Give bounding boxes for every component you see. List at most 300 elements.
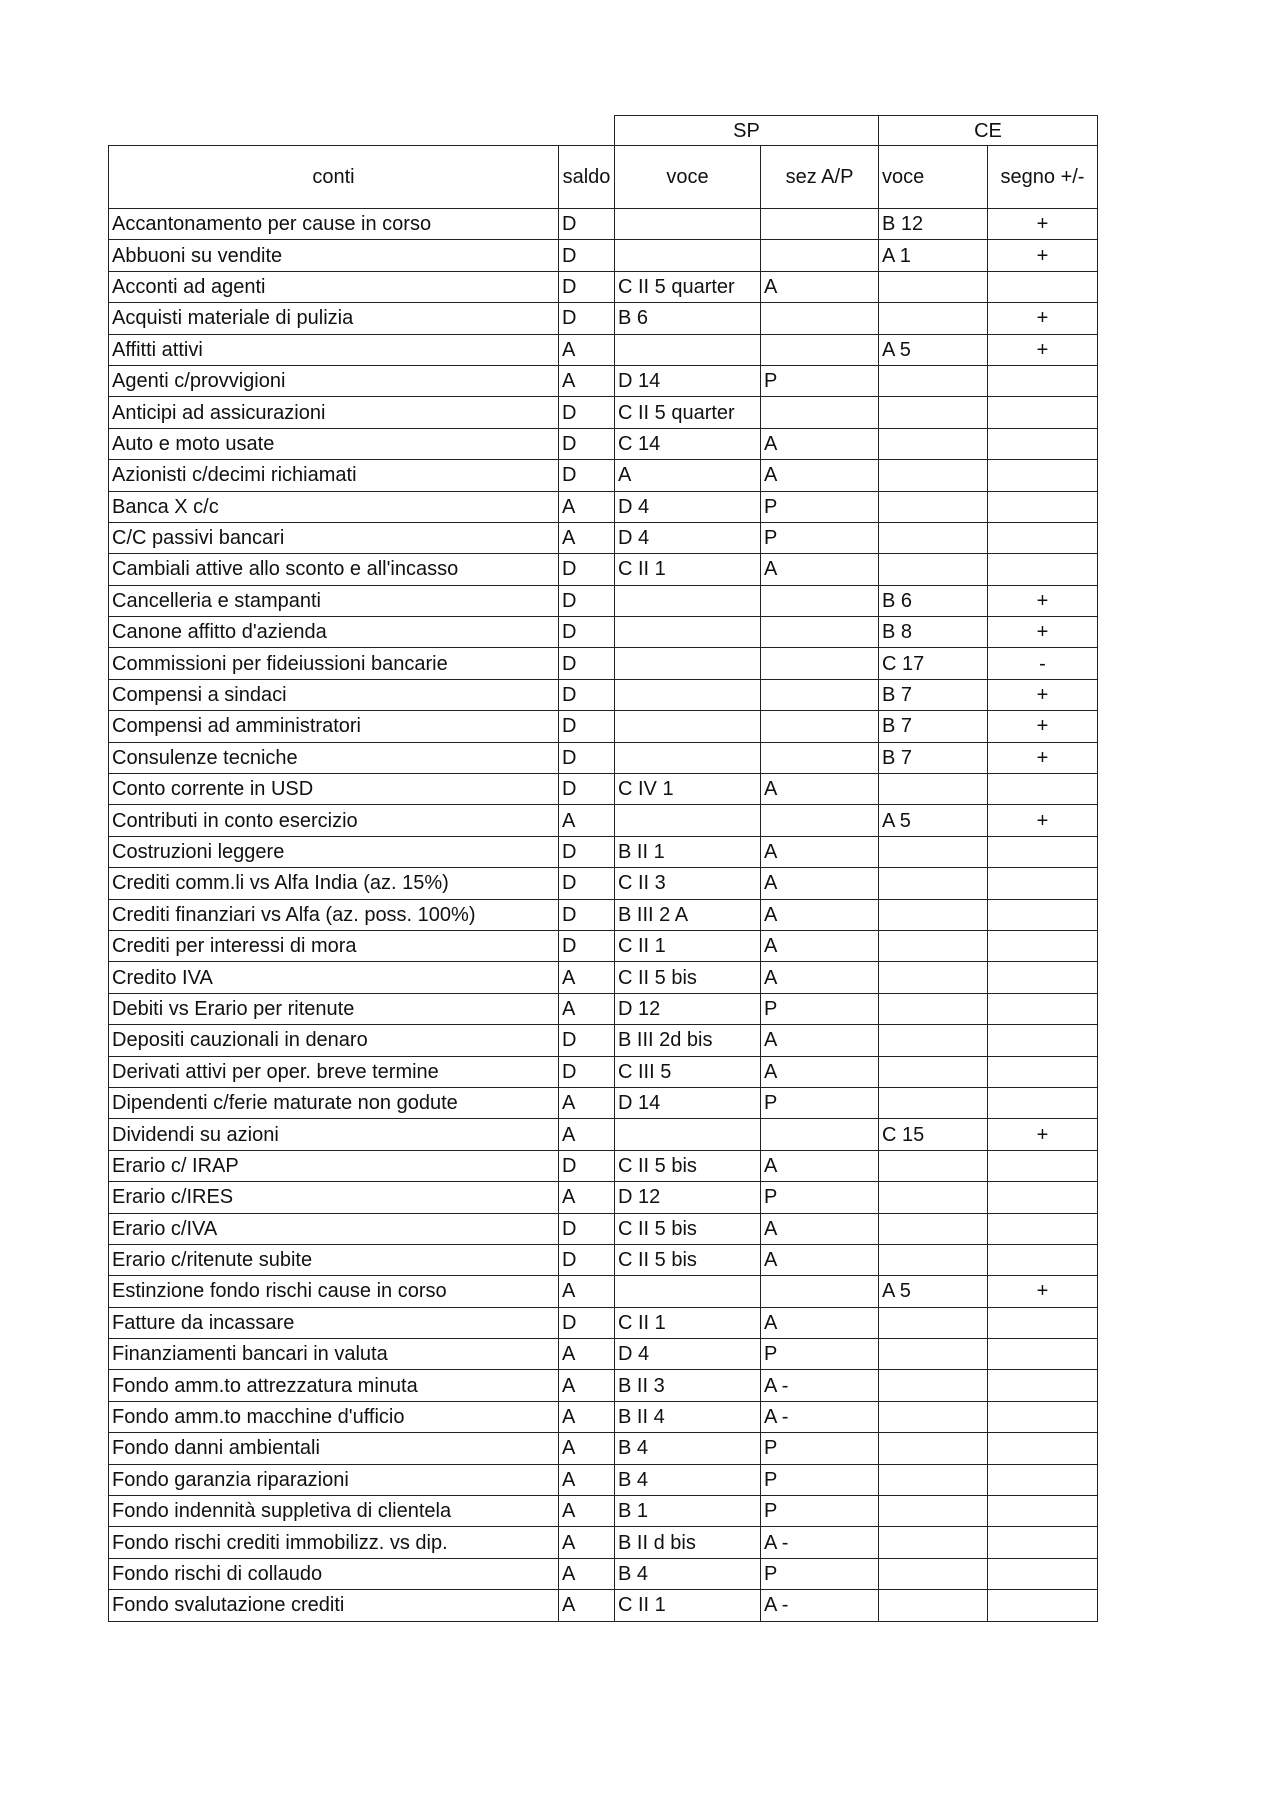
cell-sez: P bbox=[761, 1496, 879, 1527]
cell-conto: Crediti comm.li vs Alfa India (az. 15%) bbox=[109, 868, 559, 899]
cell-ce-voce bbox=[879, 428, 988, 459]
cell-sp-voce: D 4 bbox=[615, 522, 761, 553]
cell-sp-voce: C III 5 bbox=[615, 1056, 761, 1087]
cell-ce-voce: B 6 bbox=[879, 585, 988, 616]
cell-sp-voce: B II 4 bbox=[615, 1401, 761, 1432]
cell-conto: Debiti vs Erario per ritenute bbox=[109, 993, 559, 1024]
cell-saldo: D bbox=[559, 1150, 615, 1181]
cell-ce-voce bbox=[879, 1025, 988, 1056]
cell-segno bbox=[988, 1087, 1098, 1118]
cell-sez bbox=[761, 617, 879, 648]
cell-sez: P bbox=[761, 993, 879, 1024]
table-row bbox=[109, 836, 1098, 867]
cell-segno bbox=[988, 1213, 1098, 1244]
cell-conto: Consulenze tecniche bbox=[109, 742, 559, 773]
cell-conto: Banca X c/c bbox=[109, 491, 559, 522]
cell-sp-voce: B II 3 bbox=[615, 1370, 761, 1401]
cell-segno bbox=[988, 1150, 1098, 1181]
table-row bbox=[109, 962, 1098, 993]
cell-ce-voce bbox=[879, 1558, 988, 1589]
cell-ce-voce bbox=[879, 1182, 988, 1213]
cell-segno bbox=[988, 1370, 1098, 1401]
cell-sez: A bbox=[761, 836, 879, 867]
col-header-segno: segno +/- bbox=[988, 146, 1098, 209]
cell-ce-voce bbox=[879, 1433, 988, 1464]
table-row bbox=[109, 1276, 1098, 1307]
cell-ce-voce bbox=[879, 774, 988, 805]
cell-sp-voce: C II 1 bbox=[615, 1590, 761, 1621]
cell-sp-voce: C II 5 quarter bbox=[615, 271, 761, 302]
cell-saldo: D bbox=[559, 774, 615, 805]
table-row bbox=[109, 805, 1098, 836]
cell-sp-voce bbox=[615, 209, 761, 240]
cell-saldo: A bbox=[559, 1464, 615, 1495]
cell-saldo: A bbox=[559, 1119, 615, 1150]
cell-sez: A bbox=[761, 868, 879, 899]
cell-sp-voce bbox=[615, 617, 761, 648]
cell-sez bbox=[761, 1119, 879, 1150]
cell-segno bbox=[988, 1496, 1098, 1527]
cell-saldo: D bbox=[559, 836, 615, 867]
cell-sp-voce: A bbox=[615, 460, 761, 491]
cell-sez: A bbox=[761, 774, 879, 805]
cell-ce-voce bbox=[879, 1464, 988, 1495]
cell-conto: Acquisti materiale di pulizia bbox=[109, 303, 559, 334]
cell-sp-voce: B III 2d bis bbox=[615, 1025, 761, 1056]
cell-segno bbox=[988, 1025, 1098, 1056]
cell-conto: C/C passivi bancari bbox=[109, 522, 559, 553]
accounts-table bbox=[108, 115, 1098, 1622]
cell-conto: Fondo indennità suppletiva di clientela bbox=[109, 1496, 559, 1527]
cell-ce-voce bbox=[879, 365, 988, 396]
cell-sp-voce: D 4 bbox=[615, 491, 761, 522]
cell-conto: Costruzioni leggere bbox=[109, 836, 559, 867]
table-row bbox=[109, 1464, 1098, 1495]
cell-conto: Conto corrente in USD bbox=[109, 774, 559, 805]
cell-sp-voce: D 4 bbox=[615, 1339, 761, 1370]
cell-conto: Dipendenti c/ferie maturate non godute bbox=[109, 1087, 559, 1118]
cell-sez: A bbox=[761, 1150, 879, 1181]
cell-segno bbox=[988, 460, 1098, 491]
table-row bbox=[109, 1025, 1098, 1056]
cell-ce-voce bbox=[879, 1496, 988, 1527]
column-header-row bbox=[109, 146, 1098, 209]
cell-saldo: D bbox=[559, 1025, 615, 1056]
cell-conto: Estinzione fondo rischi cause in corso bbox=[109, 1276, 559, 1307]
cell-saldo: D bbox=[559, 1056, 615, 1087]
cell-saldo: D bbox=[559, 1244, 615, 1275]
cell-saldo: D bbox=[559, 742, 615, 773]
cell-ce-voce: A 1 bbox=[879, 240, 988, 271]
cell-conto: Cancelleria e stampanti bbox=[109, 585, 559, 616]
cell-segno bbox=[988, 491, 1098, 522]
table-row bbox=[109, 868, 1098, 899]
table-row bbox=[109, 1213, 1098, 1244]
cell-sp-voce bbox=[615, 1119, 761, 1150]
cell-segno bbox=[988, 1590, 1098, 1621]
cell-segno: + bbox=[988, 209, 1098, 240]
cell-saldo: D bbox=[559, 397, 615, 428]
cell-conto: Fondo rischi di collaudo bbox=[109, 1558, 559, 1589]
cell-segno bbox=[988, 1056, 1098, 1087]
cell-conto: Compensi a sindaci bbox=[109, 679, 559, 710]
group-header-row bbox=[109, 116, 1098, 146]
cell-sp-voce: C II 5 bis bbox=[615, 1213, 761, 1244]
table-row bbox=[109, 1056, 1098, 1087]
cell-ce-voce bbox=[879, 303, 988, 334]
cell-sp-voce: D 14 bbox=[615, 365, 761, 396]
cell-conto: Contributi in conto esercizio bbox=[109, 805, 559, 836]
cell-sez: P bbox=[761, 1558, 879, 1589]
table-row bbox=[109, 617, 1098, 648]
cell-conto: Fondo rischi crediti immobilizz. vs dip. bbox=[109, 1527, 559, 1558]
cell-conto: Fondo danni ambientali bbox=[109, 1433, 559, 1464]
cell-saldo: A bbox=[559, 1590, 615, 1621]
cell-saldo: D bbox=[559, 271, 615, 302]
cell-sp-voce: C II 5 quarter bbox=[615, 397, 761, 428]
cell-sp-voce: B 1 bbox=[615, 1496, 761, 1527]
cell-conto: Auto e moto usate bbox=[109, 428, 559, 459]
cell-ce-voce bbox=[879, 1087, 988, 1118]
table-row bbox=[109, 460, 1098, 491]
cell-segno: + bbox=[988, 805, 1098, 836]
cell-segno: + bbox=[988, 617, 1098, 648]
cell-sp-voce: B 4 bbox=[615, 1464, 761, 1495]
cell-ce-voce: A 5 bbox=[879, 334, 988, 365]
col-header-conti: conti bbox=[109, 146, 559, 209]
cell-conto: Derivati attivi per oper. breve termine bbox=[109, 1056, 559, 1087]
cell-sp-voce bbox=[615, 648, 761, 679]
cell-sp-voce: B 4 bbox=[615, 1433, 761, 1464]
cell-sez bbox=[761, 240, 879, 271]
header-spacer bbox=[109, 116, 615, 146]
cell-ce-voce: B 7 bbox=[879, 742, 988, 773]
table-row bbox=[109, 585, 1098, 616]
cell-sez: A bbox=[761, 1213, 879, 1244]
cell-sez: A bbox=[761, 554, 879, 585]
table-row bbox=[109, 648, 1098, 679]
cell-saldo: D bbox=[559, 679, 615, 710]
cell-conto: Erario c/ IRAP bbox=[109, 1150, 559, 1181]
cell-conto: Commissioni per fideiussioni bancarie bbox=[109, 648, 559, 679]
cell-segno bbox=[988, 397, 1098, 428]
cell-segno bbox=[988, 962, 1098, 993]
cell-sez: A bbox=[761, 1307, 879, 1338]
cell-sp-voce bbox=[615, 240, 761, 271]
cell-conto: Fatture da incassare bbox=[109, 1307, 559, 1338]
cell-segno: + bbox=[988, 1276, 1098, 1307]
cell-ce-voce bbox=[879, 1244, 988, 1275]
cell-saldo: A bbox=[559, 1527, 615, 1558]
cell-sez bbox=[761, 397, 879, 428]
cell-sp-voce: C II 5 bis bbox=[615, 1150, 761, 1181]
table-row bbox=[109, 491, 1098, 522]
cell-conto: Canone affitto d'azienda bbox=[109, 617, 559, 648]
cell-sp-voce bbox=[615, 679, 761, 710]
cell-sez: A - bbox=[761, 1401, 879, 1432]
cell-conto: Cambiali attive allo sconto e all'incasso bbox=[109, 554, 559, 585]
cell-ce-voce bbox=[879, 397, 988, 428]
cell-saldo: A bbox=[559, 805, 615, 836]
cell-sp-voce: C II 5 bis bbox=[615, 1244, 761, 1275]
cell-sp-voce: D 14 bbox=[615, 1087, 761, 1118]
table-row bbox=[109, 522, 1098, 553]
table-row bbox=[109, 397, 1098, 428]
cell-sp-voce: D 12 bbox=[615, 993, 761, 1024]
table-row bbox=[109, 1433, 1098, 1464]
cell-saldo: D bbox=[559, 1213, 615, 1244]
cell-segno: + bbox=[988, 679, 1098, 710]
cell-sez: A bbox=[761, 460, 879, 491]
table-row bbox=[109, 774, 1098, 805]
cell-segno: - bbox=[988, 648, 1098, 679]
table-row bbox=[109, 1401, 1098, 1432]
cell-sp-voce bbox=[615, 742, 761, 773]
cell-ce-voce bbox=[879, 491, 988, 522]
cell-conto: Credito IVA bbox=[109, 962, 559, 993]
table-row bbox=[109, 554, 1098, 585]
cell-ce-voce bbox=[879, 993, 988, 1024]
cell-ce-voce: A 5 bbox=[879, 1276, 988, 1307]
cell-sez: A bbox=[761, 271, 879, 302]
table-row bbox=[109, 209, 1098, 240]
cell-saldo: D bbox=[559, 303, 615, 334]
table-row bbox=[109, 1244, 1098, 1275]
cell-segno bbox=[988, 554, 1098, 585]
cell-segno bbox=[988, 271, 1098, 302]
cell-sp-voce bbox=[615, 711, 761, 742]
cell-sez: P bbox=[761, 1464, 879, 1495]
cell-conto: Compensi ad amministratori bbox=[109, 711, 559, 742]
table-row bbox=[109, 711, 1098, 742]
cell-conto: Fondo amm.to attrezzatura minuta bbox=[109, 1370, 559, 1401]
col-header-ce-voce: voce bbox=[879, 146, 988, 209]
table-row bbox=[109, 1150, 1098, 1181]
cell-sez: A bbox=[761, 962, 879, 993]
table-row bbox=[109, 899, 1098, 930]
cell-sp-voce: B II 1 bbox=[615, 836, 761, 867]
cell-sez bbox=[761, 711, 879, 742]
cell-saldo: D bbox=[559, 930, 615, 961]
cell-conto: Acconti ad agenti bbox=[109, 271, 559, 302]
cell-ce-voce bbox=[879, 1056, 988, 1087]
cell-saldo: A bbox=[559, 962, 615, 993]
cell-sez: A bbox=[761, 1056, 879, 1087]
cell-ce-voce bbox=[879, 554, 988, 585]
table-row bbox=[109, 993, 1098, 1024]
cell-segno bbox=[988, 1182, 1098, 1213]
cell-saldo: D bbox=[559, 868, 615, 899]
cell-ce-voce bbox=[879, 868, 988, 899]
cell-ce-voce: C 17 bbox=[879, 648, 988, 679]
cell-sez: P bbox=[761, 1339, 879, 1370]
table-row bbox=[109, 1182, 1098, 1213]
cell-sez bbox=[761, 742, 879, 773]
cell-ce-voce bbox=[879, 1527, 988, 1558]
cell-conto: Azionisti c/decimi richiamati bbox=[109, 460, 559, 491]
cell-sez bbox=[761, 209, 879, 240]
cell-saldo: A bbox=[559, 522, 615, 553]
table-row bbox=[109, 303, 1098, 334]
cell-sez bbox=[761, 648, 879, 679]
cell-sp-voce bbox=[615, 334, 761, 365]
cell-segno bbox=[988, 365, 1098, 396]
cell-ce-voce bbox=[879, 836, 988, 867]
col-header-sez: sez A/P bbox=[761, 146, 879, 209]
cell-ce-voce: B 12 bbox=[879, 209, 988, 240]
cell-segno bbox=[988, 930, 1098, 961]
cell-saldo: A bbox=[559, 1339, 615, 1370]
table-row bbox=[109, 1370, 1098, 1401]
cell-sez: A bbox=[761, 1025, 879, 1056]
cell-conto: Agenti c/provvigioni bbox=[109, 365, 559, 396]
col-header-saldo: saldo bbox=[559, 146, 615, 209]
cell-saldo: D bbox=[559, 1307, 615, 1338]
cell-conto: Abbuoni su vendite bbox=[109, 240, 559, 271]
cell-saldo: A bbox=[559, 334, 615, 365]
cell-segno bbox=[988, 1307, 1098, 1338]
cell-segno: + bbox=[988, 334, 1098, 365]
cell-sp-voce: C 14 bbox=[615, 428, 761, 459]
cell-conto: Fondo svalutazione crediti bbox=[109, 1590, 559, 1621]
cell-segno bbox=[988, 1558, 1098, 1589]
cell-conto: Depositi cauzionali in denaro bbox=[109, 1025, 559, 1056]
cell-segno bbox=[988, 1433, 1098, 1464]
cell-sp-voce bbox=[615, 1276, 761, 1307]
cell-saldo: D bbox=[559, 240, 615, 271]
cell-saldo: D bbox=[559, 617, 615, 648]
cell-segno bbox=[988, 522, 1098, 553]
cell-segno bbox=[988, 1401, 1098, 1432]
cell-saldo: D bbox=[559, 554, 615, 585]
table-row bbox=[109, 1307, 1098, 1338]
cell-sez: P bbox=[761, 522, 879, 553]
cell-sp-voce bbox=[615, 805, 761, 836]
cell-sez bbox=[761, 303, 879, 334]
ce-group-header: CE bbox=[879, 116, 1098, 146]
cell-ce-voce bbox=[879, 1401, 988, 1432]
table-row bbox=[109, 1087, 1098, 1118]
cell-sez bbox=[761, 1276, 879, 1307]
cell-ce-voce bbox=[879, 930, 988, 961]
cell-saldo: A bbox=[559, 1182, 615, 1213]
cell-ce-voce bbox=[879, 1590, 988, 1621]
cell-saldo: D bbox=[559, 899, 615, 930]
table-row bbox=[109, 1339, 1098, 1370]
cell-sez: A - bbox=[761, 1527, 879, 1558]
cell-conto: Crediti finanziari vs Alfa (az. poss. 100%) bbox=[109, 899, 559, 930]
table-row bbox=[109, 1558, 1098, 1589]
cell-segno bbox=[988, 993, 1098, 1024]
cell-saldo: D bbox=[559, 428, 615, 459]
table-row bbox=[109, 742, 1098, 773]
cell-ce-voce bbox=[879, 1307, 988, 1338]
cell-segno: + bbox=[988, 240, 1098, 271]
cell-sp-voce: D 12 bbox=[615, 1182, 761, 1213]
cell-ce-voce bbox=[879, 1370, 988, 1401]
cell-conto: Crediti per interessi di mora bbox=[109, 930, 559, 961]
cell-conto: Erario c/ritenute subite bbox=[109, 1244, 559, 1275]
table-row bbox=[109, 930, 1098, 961]
cell-ce-voce bbox=[879, 1339, 988, 1370]
cell-conto: Accantonamento per cause in corso bbox=[109, 209, 559, 240]
cell-segno bbox=[988, 1527, 1098, 1558]
cell-segno bbox=[988, 1339, 1098, 1370]
cell-segno bbox=[988, 836, 1098, 867]
sp-group-header: SP bbox=[615, 116, 879, 146]
cell-sez: P bbox=[761, 365, 879, 396]
cell-saldo: A bbox=[559, 1370, 615, 1401]
cell-ce-voce: B 8 bbox=[879, 617, 988, 648]
cell-segno: + bbox=[988, 585, 1098, 616]
cell-segno bbox=[988, 868, 1098, 899]
table-row bbox=[109, 1590, 1098, 1621]
table-row bbox=[109, 365, 1098, 396]
cell-segno: + bbox=[988, 303, 1098, 334]
cell-saldo: A bbox=[559, 1496, 615, 1527]
cell-conto: Dividendi su azioni bbox=[109, 1119, 559, 1150]
cell-conto: Affitti attivi bbox=[109, 334, 559, 365]
cell-sez: P bbox=[761, 1087, 879, 1118]
cell-segno: + bbox=[988, 742, 1098, 773]
cell-sp-voce: C II 3 bbox=[615, 868, 761, 899]
cell-ce-voce: B 7 bbox=[879, 679, 988, 710]
table-row bbox=[109, 334, 1098, 365]
cell-ce-voce bbox=[879, 460, 988, 491]
cell-saldo: D bbox=[559, 460, 615, 491]
cell-sez: P bbox=[761, 491, 879, 522]
table-row bbox=[109, 240, 1098, 271]
cell-segno: + bbox=[988, 1119, 1098, 1150]
cell-conto: Finanziamenti bancari in valuta bbox=[109, 1339, 559, 1370]
cell-saldo: A bbox=[559, 1401, 615, 1432]
cell-ce-voce bbox=[879, 1150, 988, 1181]
table-row bbox=[109, 271, 1098, 302]
cell-sez: A bbox=[761, 930, 879, 961]
cell-sez: A - bbox=[761, 1370, 879, 1401]
cell-sp-voce: B 4 bbox=[615, 1558, 761, 1589]
cell-ce-voce: C 15 bbox=[879, 1119, 988, 1150]
table-row bbox=[109, 1496, 1098, 1527]
cell-conto: Fondo garanzia riparazioni bbox=[109, 1464, 559, 1495]
cell-saldo: A bbox=[559, 1276, 615, 1307]
cell-sp-voce: C IV 1 bbox=[615, 774, 761, 805]
cell-ce-voce bbox=[879, 962, 988, 993]
cell-sp-voce: B 6 bbox=[615, 303, 761, 334]
cell-segno bbox=[988, 1464, 1098, 1495]
table-row bbox=[109, 428, 1098, 459]
cell-sp-voce bbox=[615, 585, 761, 616]
cell-segno bbox=[988, 774, 1098, 805]
cell-sez: P bbox=[761, 1433, 879, 1464]
cell-sez: A bbox=[761, 428, 879, 459]
cell-sp-voce: B III 2 A bbox=[615, 899, 761, 930]
accounts-table-body bbox=[109, 116, 1098, 1622]
col-header-sp-voce: voce bbox=[615, 146, 761, 209]
cell-ce-voce bbox=[879, 1213, 988, 1244]
cell-sez bbox=[761, 805, 879, 836]
cell-ce-voce: B 7 bbox=[879, 711, 988, 742]
cell-sp-voce: C II 5 bis bbox=[615, 962, 761, 993]
cell-sp-voce: C II 1 bbox=[615, 554, 761, 585]
cell-segno bbox=[988, 1244, 1098, 1275]
cell-conto: Erario c/IRES bbox=[109, 1182, 559, 1213]
cell-saldo: A bbox=[559, 1433, 615, 1464]
cell-sez: A bbox=[761, 899, 879, 930]
cell-sp-voce: C II 1 bbox=[615, 930, 761, 961]
cell-saldo: D bbox=[559, 711, 615, 742]
cell-sp-voce: B II d bis bbox=[615, 1527, 761, 1558]
